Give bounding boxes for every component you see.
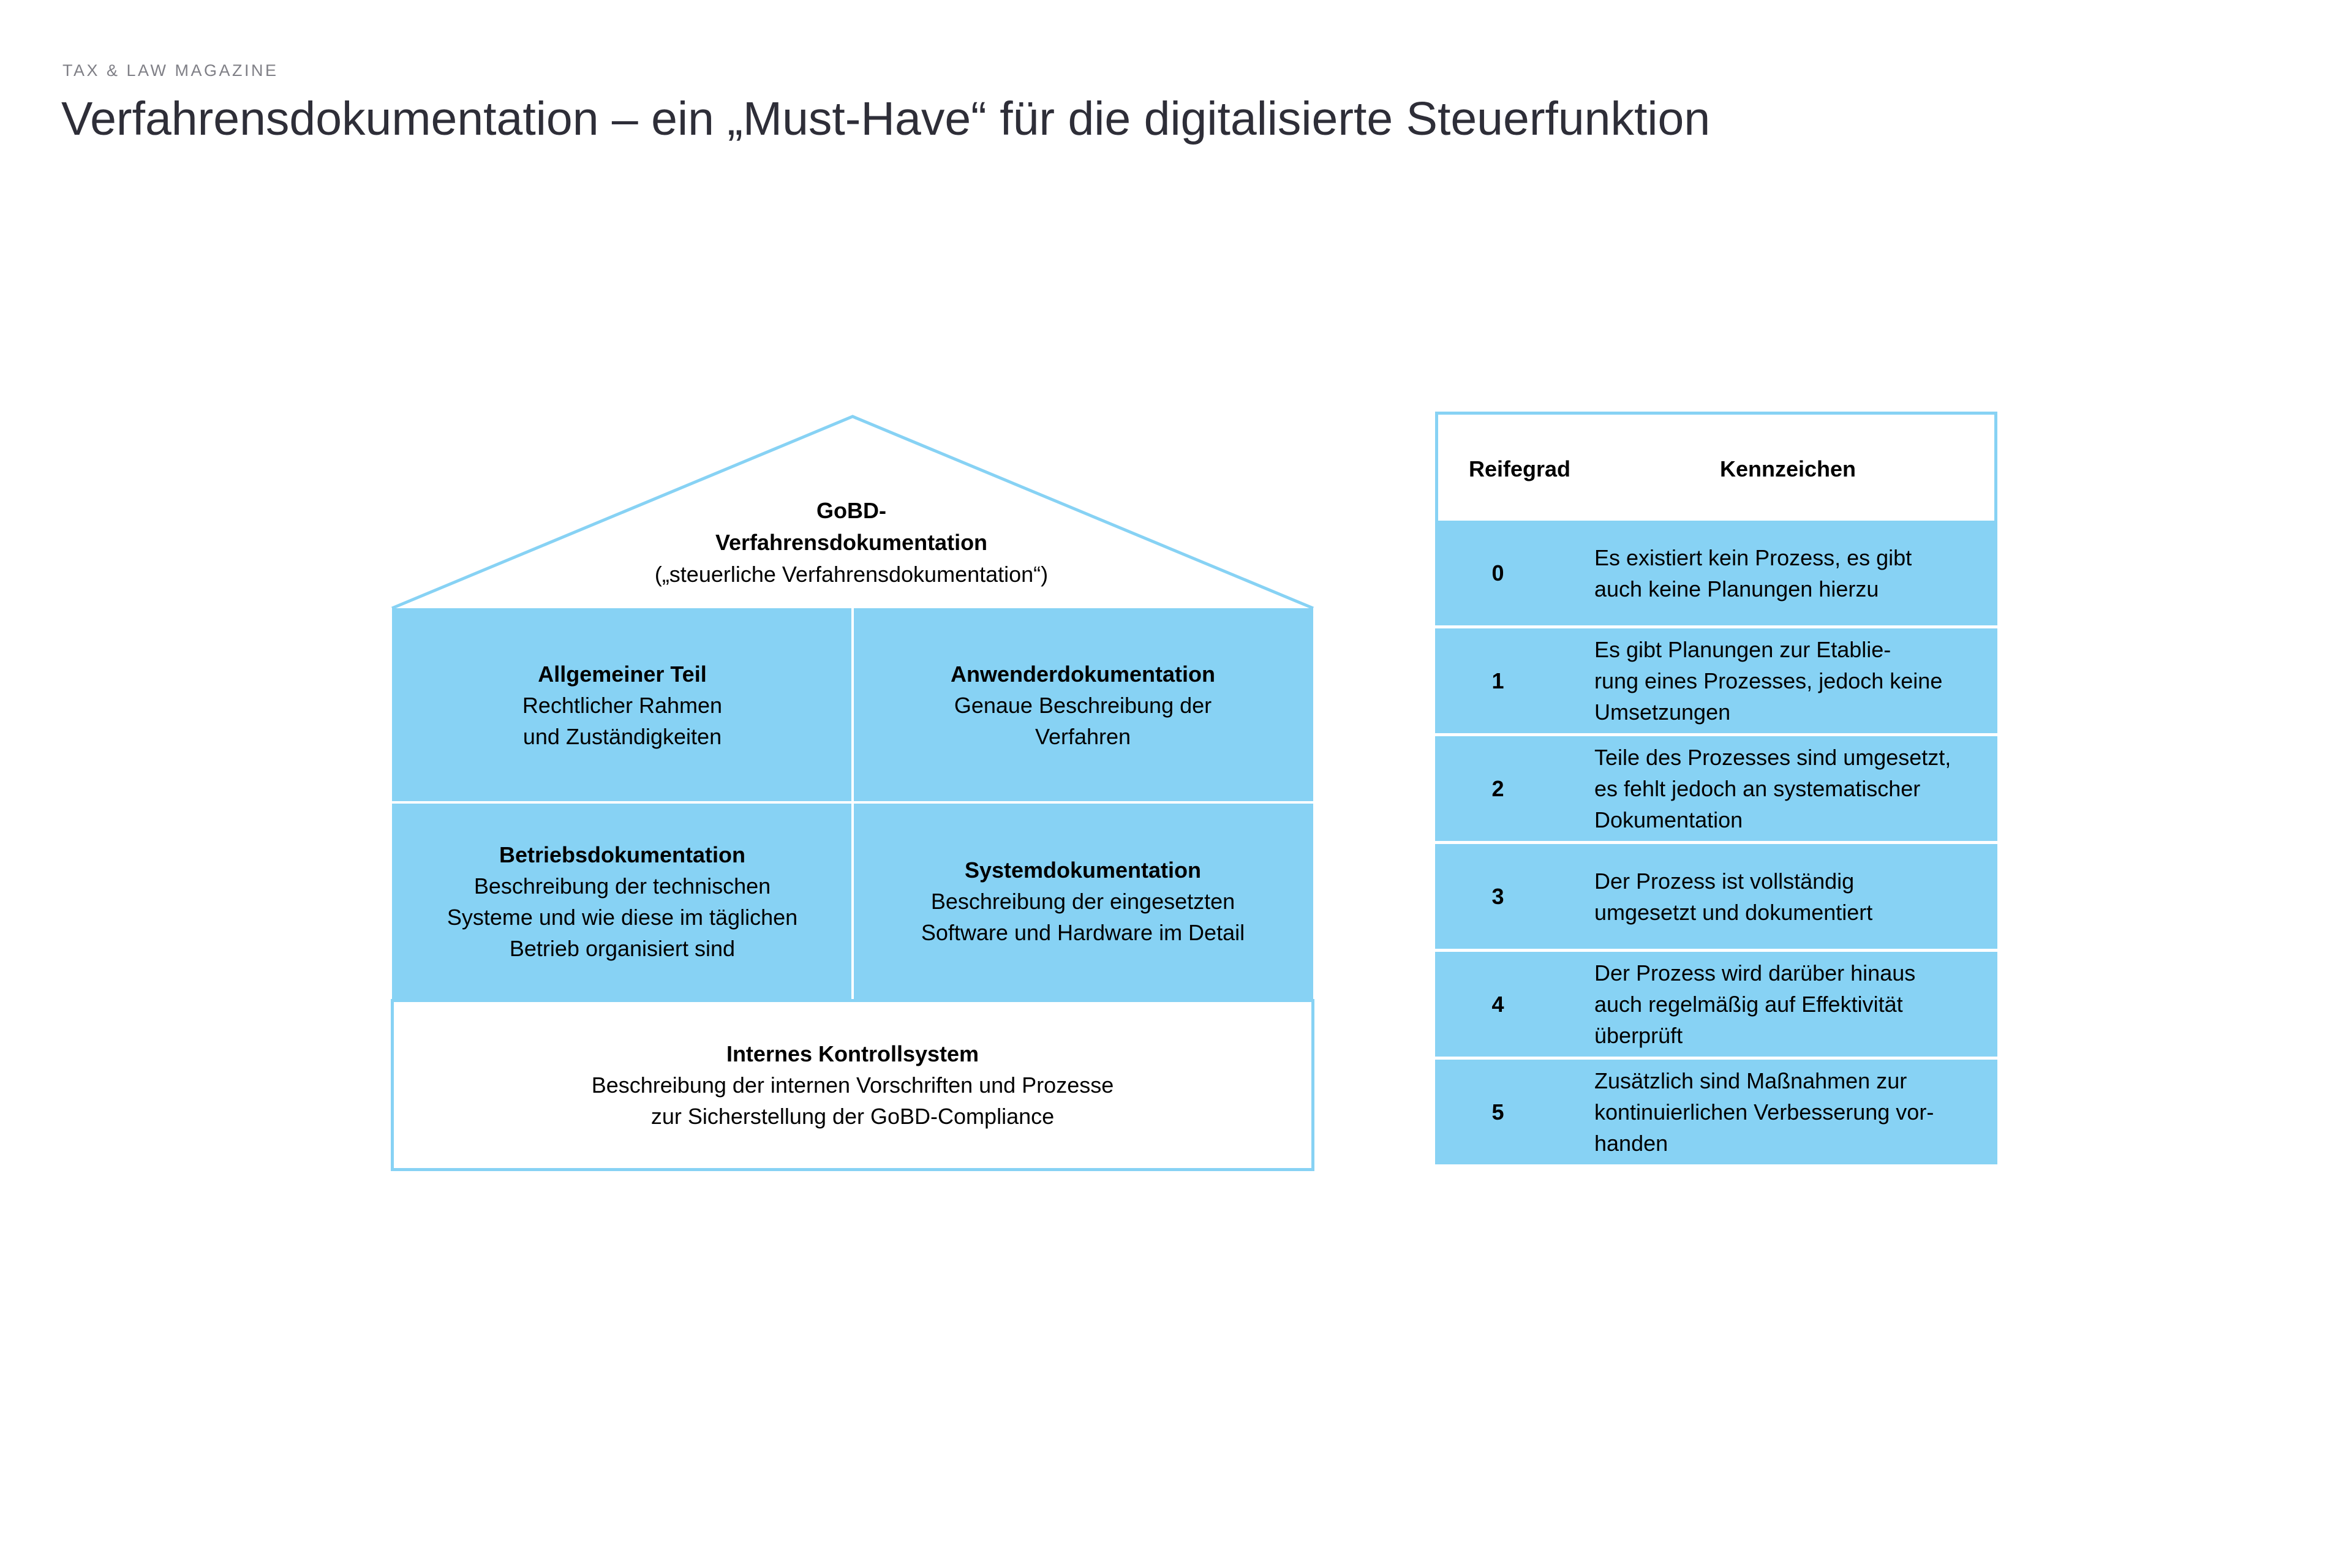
cell-title: Allgemeiner Teil: [538, 662, 707, 687]
row-level: 0: [1491, 560, 1504, 586]
table-row: [1435, 1060, 1997, 1164]
cell-allgemeiner-teil: [392, 608, 853, 802]
row-level: 3: [1491, 883, 1504, 909]
row-text: Es gibt Planungen zur Etablie- rung eines Prozesses, jedoch keine Umsetzungen: [1594, 637, 1943, 725]
table-row: [1435, 521, 1997, 625]
header-reifegrad: Reifegrad: [1469, 456, 1571, 481]
base-title: Internes Kontrollsystem: [726, 1041, 979, 1066]
kicker-label: TAX & LAW MAGAZINE: [62, 61, 279, 80]
row-text: Der Prozess wird darüber hinaus auch regelmäßig auf Effektivität überprüft: [1594, 960, 1916, 1048]
row-text: Es existiert kein Prozess, es gibt auch keine Planungen hierzu: [1594, 545, 1912, 601]
row-text: Zusätzlich sind Maßnahmen zur kontinuierlichen Verbesserung vor- handen: [1594, 1068, 1934, 1156]
base-text: zur Sicherstellung der GoBD-Compliance: [650, 1104, 1055, 1129]
roof-subtitle: („steuerliche Verfahrensdokumentation“): [654, 562, 1049, 587]
roof-title-line1: GoBD-: [816, 498, 886, 523]
cell-text: Genaue Beschreibung der: [954, 693, 1212, 718]
base-internes-kontrollsystem: [391, 999, 1314, 1171]
table-header: [1435, 412, 1997, 521]
row-level: 4: [1491, 991, 1504, 1017]
cell-text: Rechtlicher Rahmen: [522, 693, 723, 718]
page-title: Verfahrensdokumentation – ein „Must-Have“ für die digitalisierte Steuerfunktion: [61, 92, 1711, 145]
cell-text: Beschreibung der eingesetzten: [930, 889, 1235, 914]
cell-systemdokumentation: [853, 802, 1313, 1000]
table-row: [1435, 628, 1997, 733]
header-kennzeichen: Kennzeichen: [1720, 456, 1856, 481]
row-level: 5: [1491, 1099, 1504, 1125]
roof-title-line2: Verfahrensdokumentation: [715, 530, 988, 555]
row-text: Der Prozess ist vollständig umgesetzt und dokumentiert: [1594, 868, 1873, 925]
cell-text: Betrieb organisiert sind: [509, 935, 736, 961]
row-level: 2: [1491, 775, 1504, 801]
cell-betriebsdokumentation: [392, 802, 853, 1000]
table-row: [1435, 736, 1997, 841]
cell-text: Beschreibung der technischen: [473, 873, 771, 899]
cell-title: Betriebsdokumentation: [499, 842, 746, 867]
row-level: 1: [1491, 668, 1504, 693]
table-row: [1435, 844, 1997, 949]
cell-text: und Zuständigkeiten: [522, 724, 722, 749]
table-row: [1435, 952, 1997, 1057]
base-text: Beschreibung der internen Vorschriften und Prozesse: [591, 1072, 1114, 1098]
cell-anwenderdokumentation: [853, 608, 1313, 802]
cell-text: Software und Hardware im Detail: [921, 920, 1245, 945]
cell-text: Systeme und wie diese im täglichen: [447, 904, 798, 930]
cell-title: Systemdokumentation: [964, 858, 1202, 883]
cell-title: Anwenderdokumentation: [950, 662, 1216, 687]
row-text: Teile des Prozesses sind umgesetzt, es fehlt jedoch an systematischer Dokumentation: [1594, 745, 1951, 832]
roof-label: [545, 495, 1158, 590]
cell-text: Verfahren: [1035, 724, 1131, 749]
